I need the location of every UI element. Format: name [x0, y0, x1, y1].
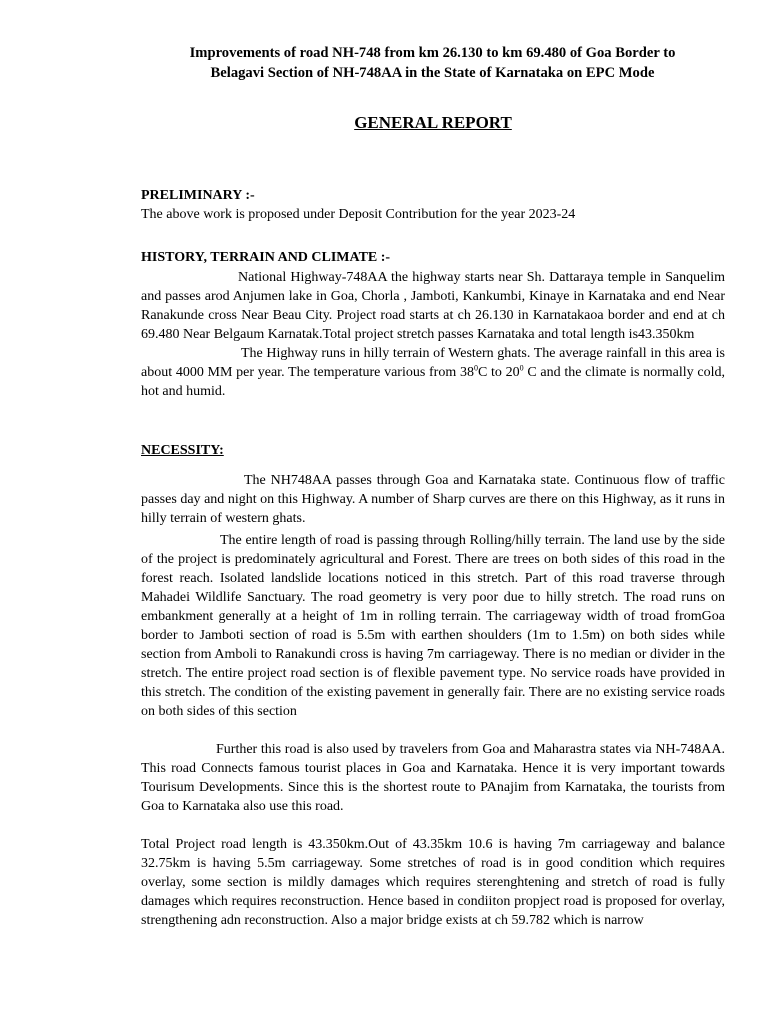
degree-superscript-1: 0	[473, 363, 478, 373]
degree-superscript-2: 0	[519, 363, 524, 373]
history-p2-text-b: C to 20	[477, 365, 520, 380]
necessity-paragraph-4: Total Project road length is 43.350km.Out of 43.35km 10.6 is having 7m carriageway and balance 32.75km is having 5.5m carriageway. Some stretches of road is in good condition which requires overlay, some section is mildly damages which requires sterenghtening and stretch of road is fully damages which requires reconstruction. Hence based in condiiton propject road is proposed for overlay, strengthening adn reconstruction. Also a major bridge exists at ch 59.782 which is narrow	[141, 837, 725, 928]
section-history	[141, 248, 725, 401]
preliminary-text: The above work is proposed under Deposit Contribution for the year 2023-24	[141, 207, 576, 222]
necessity-heading: NECESSITY:	[141, 443, 224, 458]
history-p2-text-c: C and the climate is normally cold, hot and humid.	[141, 365, 725, 399]
section-necessity	[141, 441, 725, 930]
history-heading: HISTORY, TERRAIN AND CLIMATE :-	[141, 250, 391, 265]
history-paragraph-1: National Highway-748AA the highway starts near Sh. Dattaraya temple in Sanquelim and passes arod Anjumen lake in Goa, Chorla , Jamboti, Kankumbi, Kinaye in Karnataka and end Near Ranakunde cross Near Beau City. Project road starts at ch 26.130 in Karnatakaoa border and end at ch 69.480 Near Belgaum Karnatak.Total project stretch passes Karnataka and total length is43.350km	[141, 270, 725, 342]
necessity-paragraph-1: The NH748AA passes through Goa and Karnataka state. Continuous flow of traffic passes day and night on this Highway. A number of Sharp curves are there on this Highway, as it runs in hilly terrain of western ghats.	[141, 473, 725, 526]
preliminary-heading: PRELIMINARY :-	[141, 188, 255, 203]
history-paragraph-2	[141, 344, 725, 401]
title-line-2: Belagavi Section of NH-748AA in the State of Karnataka on EPC Mode	[210, 65, 655, 81]
necessity-paragraph-3: Further this road is also used by travelers from Goa and Maharastra states via NH-748AA. This road Connects famous tourist places in Goa and Karnataka. Hence it is very important towards Tourisum Developments. Since this is the shortest route to PAnajim from Karnataka, the tourists from Goa to Karnataka also use this road.	[141, 742, 725, 814]
necessity-paragraph-2: The entire length of road is passing through Rolling/hilly terrain. The land use by the side of the project is predominately agricultural and Forest. There are trees on both sides of this road in the forest reach. Isolated landslide locations noticed in this stretch. Part of this road traverse through Mahadei Wildlife Sanctuary. The road geometry is very poor due to hilly stretch. The road runs on embankment generally at a height of 1m in rolling terrain. The carriageway width of troad fromGoa border to Jamboti section of road is 5.5m with earthen shoulders (1m to 1.5m) on both sides while section from Amboli to Ranakundi cross is having 7m carriageway. There is no median or divider in the stretch. The entire project road section is of flexible pavement type. No service roads have provided in this stretch. The condition of the existing pavement in generally fair. There are no existing service roads on both sides of this section	[141, 533, 725, 719]
report-subtitle	[0, 113, 768, 132]
report-subtitle-text: GENERAL REPORT	[354, 113, 512, 132]
section-preliminary	[141, 186, 725, 224]
document-title	[150, 43, 715, 83]
title-line-1: Improvements of road NH-748 from km 26.130 to km 69.480 of Goa Border to	[189, 45, 676, 61]
history-p2-text-a: The Highway runs in hilly terrain of Western ghats. The average rainfall in this area is about 4000 MM per year. The temperature various from 38	[141, 346, 725, 380]
